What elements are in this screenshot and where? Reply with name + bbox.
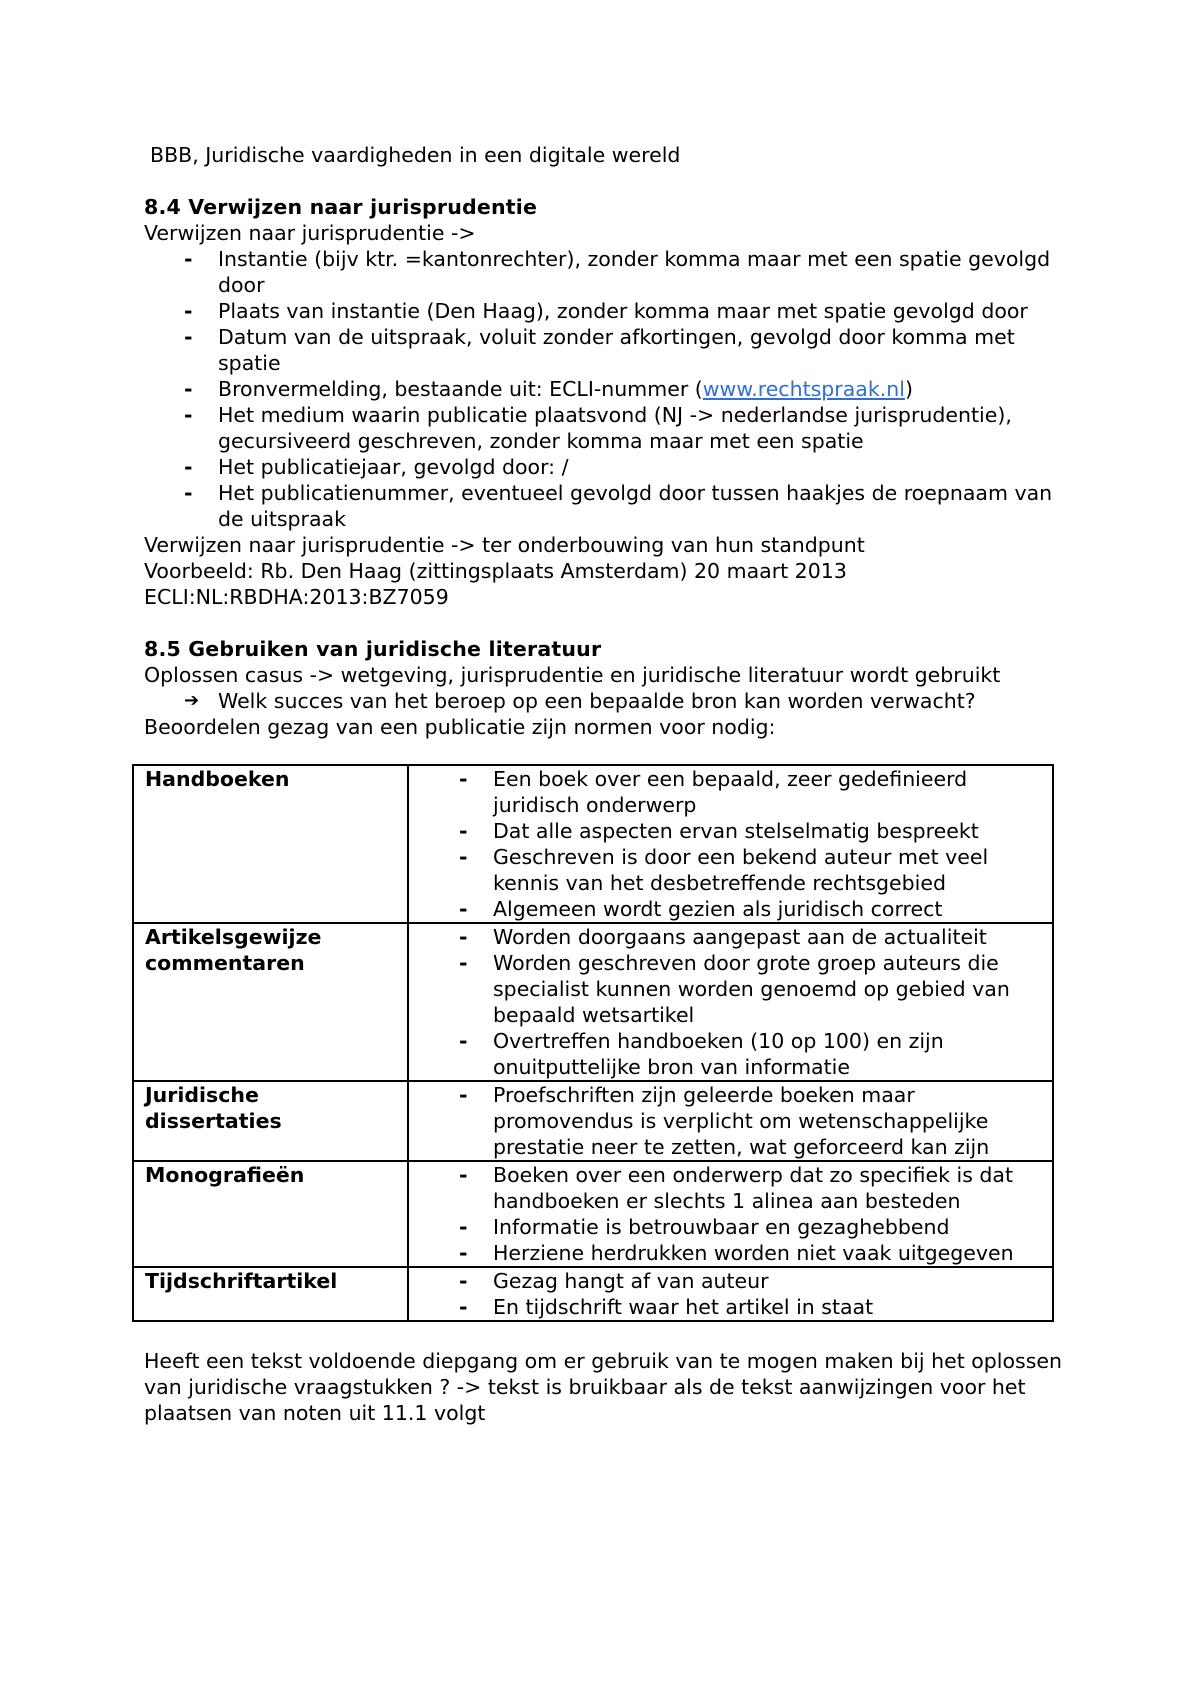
arrow-right-icon: ➔: [184, 690, 200, 711]
arrow-line: [144, 688, 1064, 714]
spacer: [144, 1322, 1064, 1348]
list-item-text: Plaats van instantie (Den Haag), zonder komma maar met spatie gevolgd door: [218, 299, 1028, 323]
dash-bullet-icon: -: [459, 1163, 468, 1187]
list-item-text: Het publicatienummer, eventueel gevolgd door tussen haakjes de roepnaam van de uitspraak: [218, 481, 1053, 531]
spacer: [144, 610, 1064, 636]
bron-prefix: Bronvermelding, bestaande uit: ECLI-nummer (: [218, 377, 703, 401]
ecli-line: ECLI:NL:RBDHA:2013:BZ7059: [144, 585, 449, 609]
list-item-text: Overtreffen handboeken (10 op 100) en zijn onuitputtelijke bron van informatie: [493, 1029, 944, 1079]
section-heading-8-4: 8.4 Verwijzen naar jurisprudentie: [144, 195, 538, 219]
list-item: [144, 376, 1064, 402]
list-item-text: Dat alle aspecten ervan stelselmatig bespreekt: [493, 819, 979, 843]
literature-table: [132, 764, 1054, 1322]
table-row-label: Artikelsgewijze commentaren: [133, 923, 408, 1081]
dash-bullet-icon: -: [459, 767, 468, 791]
dash-bullet-icon: -: [459, 951, 468, 975]
list-item-text: Een boek over een bepaald, zeer gedefinieerd juridisch onderwerp: [493, 767, 968, 817]
standpunt-line: Verwijzen naar jurisprudentie -> ter onderbouwing van hun standpunt: [144, 533, 865, 557]
table-row-content: [408, 765, 1053, 923]
section-heading-8-5: 8.5 Gebruiken van juridische literatuur: [144, 637, 602, 661]
list-item: [409, 844, 1044, 896]
table-row-label: Juridische dissertaties: [133, 1081, 408, 1161]
table-item-list: [409, 1162, 1044, 1266]
table-row-label: Monografieën: [133, 1161, 408, 1267]
list-item-text: En tijdschrift waar het artikel in staat: [493, 1295, 874, 1319]
dash-bullet-icon: -: [459, 925, 468, 949]
dash-bullet-icon: -: [184, 455, 193, 479]
dash-bullet-icon: -: [184, 403, 193, 427]
list-item-text: Instantie (bijv ktr. =kantonrechter), zonder komma maar met een spatie gevolgd door: [218, 247, 1051, 297]
list-item: [409, 924, 1044, 950]
table-row-content: [408, 923, 1053, 1081]
jurisprudentie-intro: Verwijzen naar jurisprudentie ->: [144, 221, 476, 245]
document-header: BBB, Juridische vaardigheden in een digitale wereld: [150, 143, 681, 167]
table-item-list: [409, 1082, 1044, 1160]
list-item-text: Het medium waarin publicatie plaatsvond (NJ -> nederlandse jurisprudentie), gecursiveerd geschreven, zonder komma maar met een spatie: [218, 403, 1012, 453]
table-row: [133, 1161, 1053, 1267]
dash-bullet-icon: -: [459, 1241, 468, 1265]
list-item: [144, 454, 1064, 480]
table-item-list: [409, 1268, 1044, 1320]
list-item-text: Gezag hangt af van auteur: [493, 1269, 769, 1293]
list-item-text: Datum van de uitspraak, voluit zonder afkortingen, gevolgd door komma met spatie: [218, 325, 1015, 375]
casus-line: Oplossen casus -> wetgeving, jurisprudentie en juridische literatuur wordt gebruikt: [144, 663, 1001, 687]
list-item: [409, 896, 1044, 922]
dash-bullet-icon: -: [184, 247, 193, 271]
list-item-text: Informatie is betrouwbaar en gezaghebbend: [493, 1215, 950, 1239]
table-row-content: [408, 1161, 1053, 1267]
list-item: [144, 324, 1064, 376]
table-item-list: [409, 766, 1044, 922]
table-row: [133, 1081, 1053, 1161]
document-page: [144, 142, 1064, 1426]
dash-bullet-icon: -: [184, 325, 193, 349]
table-item-list: [409, 924, 1044, 1080]
table-row: [133, 923, 1053, 1081]
dash-bullet-icon: -: [459, 1269, 468, 1293]
list-item: [409, 1082, 1044, 1160]
table-row-content: [408, 1267, 1053, 1321]
dash-bullet-icon: -: [184, 481, 193, 505]
table-row-label: Handboeken: [133, 765, 408, 923]
spacer: [144, 168, 1064, 194]
list-item-text: Algemeen wordt gezien als juridisch correct: [493, 897, 943, 921]
dash-bullet-icon: -: [459, 845, 468, 869]
dash-bullet-icon: -: [459, 897, 468, 921]
list-item: [409, 1294, 1044, 1320]
list-item: [144, 402, 1064, 454]
table-row-label: Tijdschriftartikel: [133, 1267, 408, 1321]
closing-paragraph: Heeft een tekst voldoende diepgang om er gebruik van te mogen maken bij het oplossen van juridische vraagstukken ? -> tekst is bruikbaar als de tekst aanwijzingen voor het plaatsen van noten uit 11.1 volgt: [144, 1349, 1063, 1425]
dash-bullet-icon: -: [184, 377, 193, 401]
dash-bullet-icon: -: [459, 1215, 468, 1239]
list-item-text: Boeken over een onderwerp dat zo specifiek is dat handboeken er slechts 1 alinea aan besteden: [493, 1163, 1014, 1213]
list-item-text: Het publicatiejaar, gevolgd door: /: [218, 455, 569, 479]
table-row: [133, 765, 1053, 923]
rechtspraak-link[interactable]: www.rechtspraak.nl: [702, 377, 905, 401]
list-item: [409, 1240, 1044, 1266]
arrow-line-text: Welk succes van het beroep op een bepaalde bron kan worden verwacht?: [218, 689, 976, 713]
dash-bullet-icon: -: [184, 299, 193, 323]
jurisprudentie-list: [144, 246, 1064, 532]
bron-suffix: ): [904, 377, 913, 401]
table-row: [133, 1267, 1053, 1321]
list-item: [409, 1268, 1044, 1294]
list-item: [144, 246, 1064, 298]
list-item-text: Worden doorgaans aangepast aan de actualiteit: [493, 925, 987, 949]
voorbeeld-line: Voorbeeld: Rb. Den Haag (zittingsplaats Amsterdam) 20 maart 2013: [144, 559, 847, 583]
list-item-text: Herziene herdrukken worden niet vaak uitgegeven: [493, 1241, 1014, 1265]
list-item-text: Geschreven is door een bekend auteur met veel kennis van het desbetreffende rechtsgebied: [493, 845, 989, 895]
list-item-text: Proefschriften zijn geleerde boeken maar promovendus is verplicht om wetenschappelijke prestatie neer te zetten, wat geforceerd kan zijn: [493, 1083, 990, 1159]
list-item: [409, 1162, 1044, 1214]
list-item: [409, 818, 1044, 844]
dash-bullet-icon: -: [459, 1295, 468, 1319]
list-item: [409, 1214, 1044, 1240]
list-item: [409, 1028, 1044, 1080]
gezag-line: Beoordelen gezag van een publicatie zijn normen voor nodig:: [144, 715, 776, 739]
list-item: [409, 950, 1044, 1028]
dash-bullet-icon: -: [459, 819, 468, 843]
list-item: [144, 298, 1064, 324]
list-item: [144, 480, 1064, 532]
list-item: [409, 766, 1044, 818]
list-item-text: Worden geschreven door grote groep auteurs die specialist kunnen worden genoemd op gebied van bepaald wetsartikel: [493, 951, 1010, 1027]
table-row-content: [408, 1081, 1053, 1161]
dash-bullet-icon: -: [459, 1083, 468, 1107]
dash-bullet-icon: -: [459, 1029, 468, 1053]
